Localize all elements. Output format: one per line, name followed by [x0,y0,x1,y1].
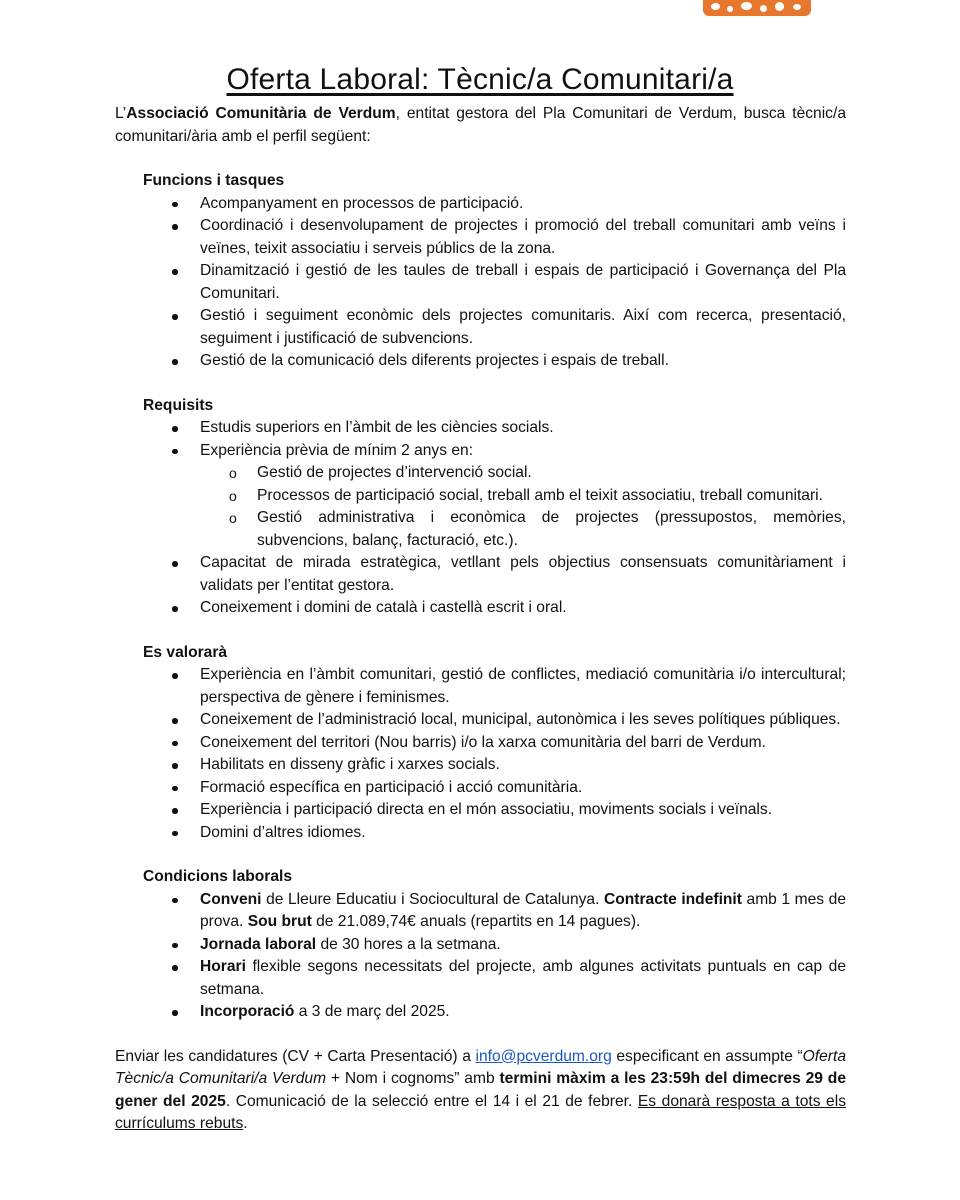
requirements-section [143,395,846,620]
start-date-label: Incorporació [200,1003,295,1020]
schedule-text: flexible segons necessitats del projecte, amb algunes activitats puntuals en cap de setmana. [200,958,846,998]
schedule-label: Horari [200,958,246,975]
selection-text: . Comunicació de la selecció entre el 14 i el 21 de febrer. [225,1092,638,1110]
conditions-section [143,866,846,1024]
intro-paragraph [115,103,846,148]
organization-name: Associació Comunitària de Verdum [126,105,396,122]
conditions-title: Condicions laborals [143,868,293,885]
functions-title: Funcions i tasques [143,172,285,189]
list-item [200,934,846,957]
contract-text: amb 1 mes de prova. [200,890,847,930]
workday-label: Jornada laboral [200,935,317,953]
list-item: Gestió de la comunicació dels diferents projectes i espais de treball. [200,350,846,373]
agreement-label: Conveni [200,890,262,908]
conditions-list [143,889,846,1024]
list-item: Estudis superiors en l’àmbit de les ciències socials. [200,417,846,440]
subject-outro: + Nom i cognoms” amb [326,1070,500,1087]
application-text: Enviar les candidatures (CV + Carta Presentació) a [115,1047,476,1065]
intro-text: , entitat gestora del Pla Comunitari de Verdum, busca tècnic/a comunitari/ària amb el perfil següent: [115,105,846,145]
list-item: Experiència en l’àmbit comunitari, gestió de conflictes, mediació comunitària i/o intercultural; perspectiva de gènere i feminismes. [200,664,846,709]
response-note: Es donarà resposta a tots els currículums rebuts [115,1092,846,1132]
list-item: Dinamització i gestió de les taules de treball i espais de participació i Governança del Pla Comunitari. [200,260,846,305]
logo-fragment [703,0,811,16]
valued-list [143,664,846,844]
deadline-text: termini màxim a les 23:59h del dimecres 29 de gener del 2025 [115,1070,846,1110]
list-item: Gestió i seguiment econòmic dels projectes comunitaris. Així com recerca, presentació, seguiment i justificació de subvencions. [200,305,846,350]
list-item: Coordinació i desenvolupament de projectes i promoció del treball comunitari amb veïns i veïnes, teixit associatiu i serveis públics de la zona. [200,215,846,260]
experience-item-text: Experiència prèvia de mínim 2 anys en: [200,441,474,459]
salary-text: de 21.089,74€ anuals (repartits en 14 pagues). [311,913,641,930]
start-date-text: a 3 de març del 2025. [294,1003,450,1020]
subject-line: Oferta Tècnic/a Comunitari/a Verdum [115,1047,847,1087]
functions-list [143,193,846,373]
sub-list-item: o Gestió administrativa i econòmica de projectes (pressupostos, memòries, subvencions, balanç, facturació, etc.). [257,507,846,552]
list-item [200,1001,846,1024]
list-item: Domini d’altres idiomes. [200,822,846,845]
requirements-title: Requisits [143,396,214,414]
list-item: Habilitats en disseny gràfic i xarxes socials. [200,754,846,777]
agreement-text: de Lleure Educatiu i Sociocultural de Catalunya. [261,890,604,908]
list-item [200,956,846,1001]
valued-title: Es valorarà [143,643,228,661]
sub-list-item: o Gestió de projectes d’intervenció social. [257,462,846,485]
list-item: Experiència i participació directa en el món associatiu, moviments socials i veïnals. [200,799,846,822]
sub-list-item: o Processos de participació social, treball amb el teixit associatiu, treball comunitari. [257,485,846,508]
list-item [200,440,846,553]
list-item [200,889,846,934]
requirements-list [143,417,846,620]
intro-prefix: L’ [115,105,127,122]
list-item: Coneixement i domini de català i castellà escrit i oral. [200,597,846,620]
list-item: Formació específica en participació i acció comunitària. [200,777,846,800]
list-item: Capacitat de mirada estratègica, vetllant pels objectius consensuats comunitàriament i validats per l’entitat gestora. [200,552,846,597]
email-link[interactable]: info@pcverdum.org [475,1047,612,1065]
workday-text: de 30 hores a la setmana. [316,935,501,953]
experience-sublist [200,462,846,552]
valued-section [143,642,846,845]
contract-label: Contracte indefinit [603,890,742,908]
document-body [115,103,846,1151]
list-item: Acompanyament en processos de participació. [200,193,846,216]
list-item: Coneixement del territori (Nou barris) i/o la xarxa comunitària del barri de Verdum. [200,732,846,755]
functions-section [143,170,846,373]
application-paragraph [115,1046,846,1136]
closing-period: . [243,1115,248,1132]
subject-intro: especificant en assumpte “ [611,1047,803,1065]
salary-label: Sou brut [247,913,312,930]
list-item: Coneixement de l’administració local, municipal, autonòmica i les seves polítiques públiques. [200,709,846,732]
page-title: Oferta Laboral: Tècnic/a Comunitari/a [226,63,734,97]
